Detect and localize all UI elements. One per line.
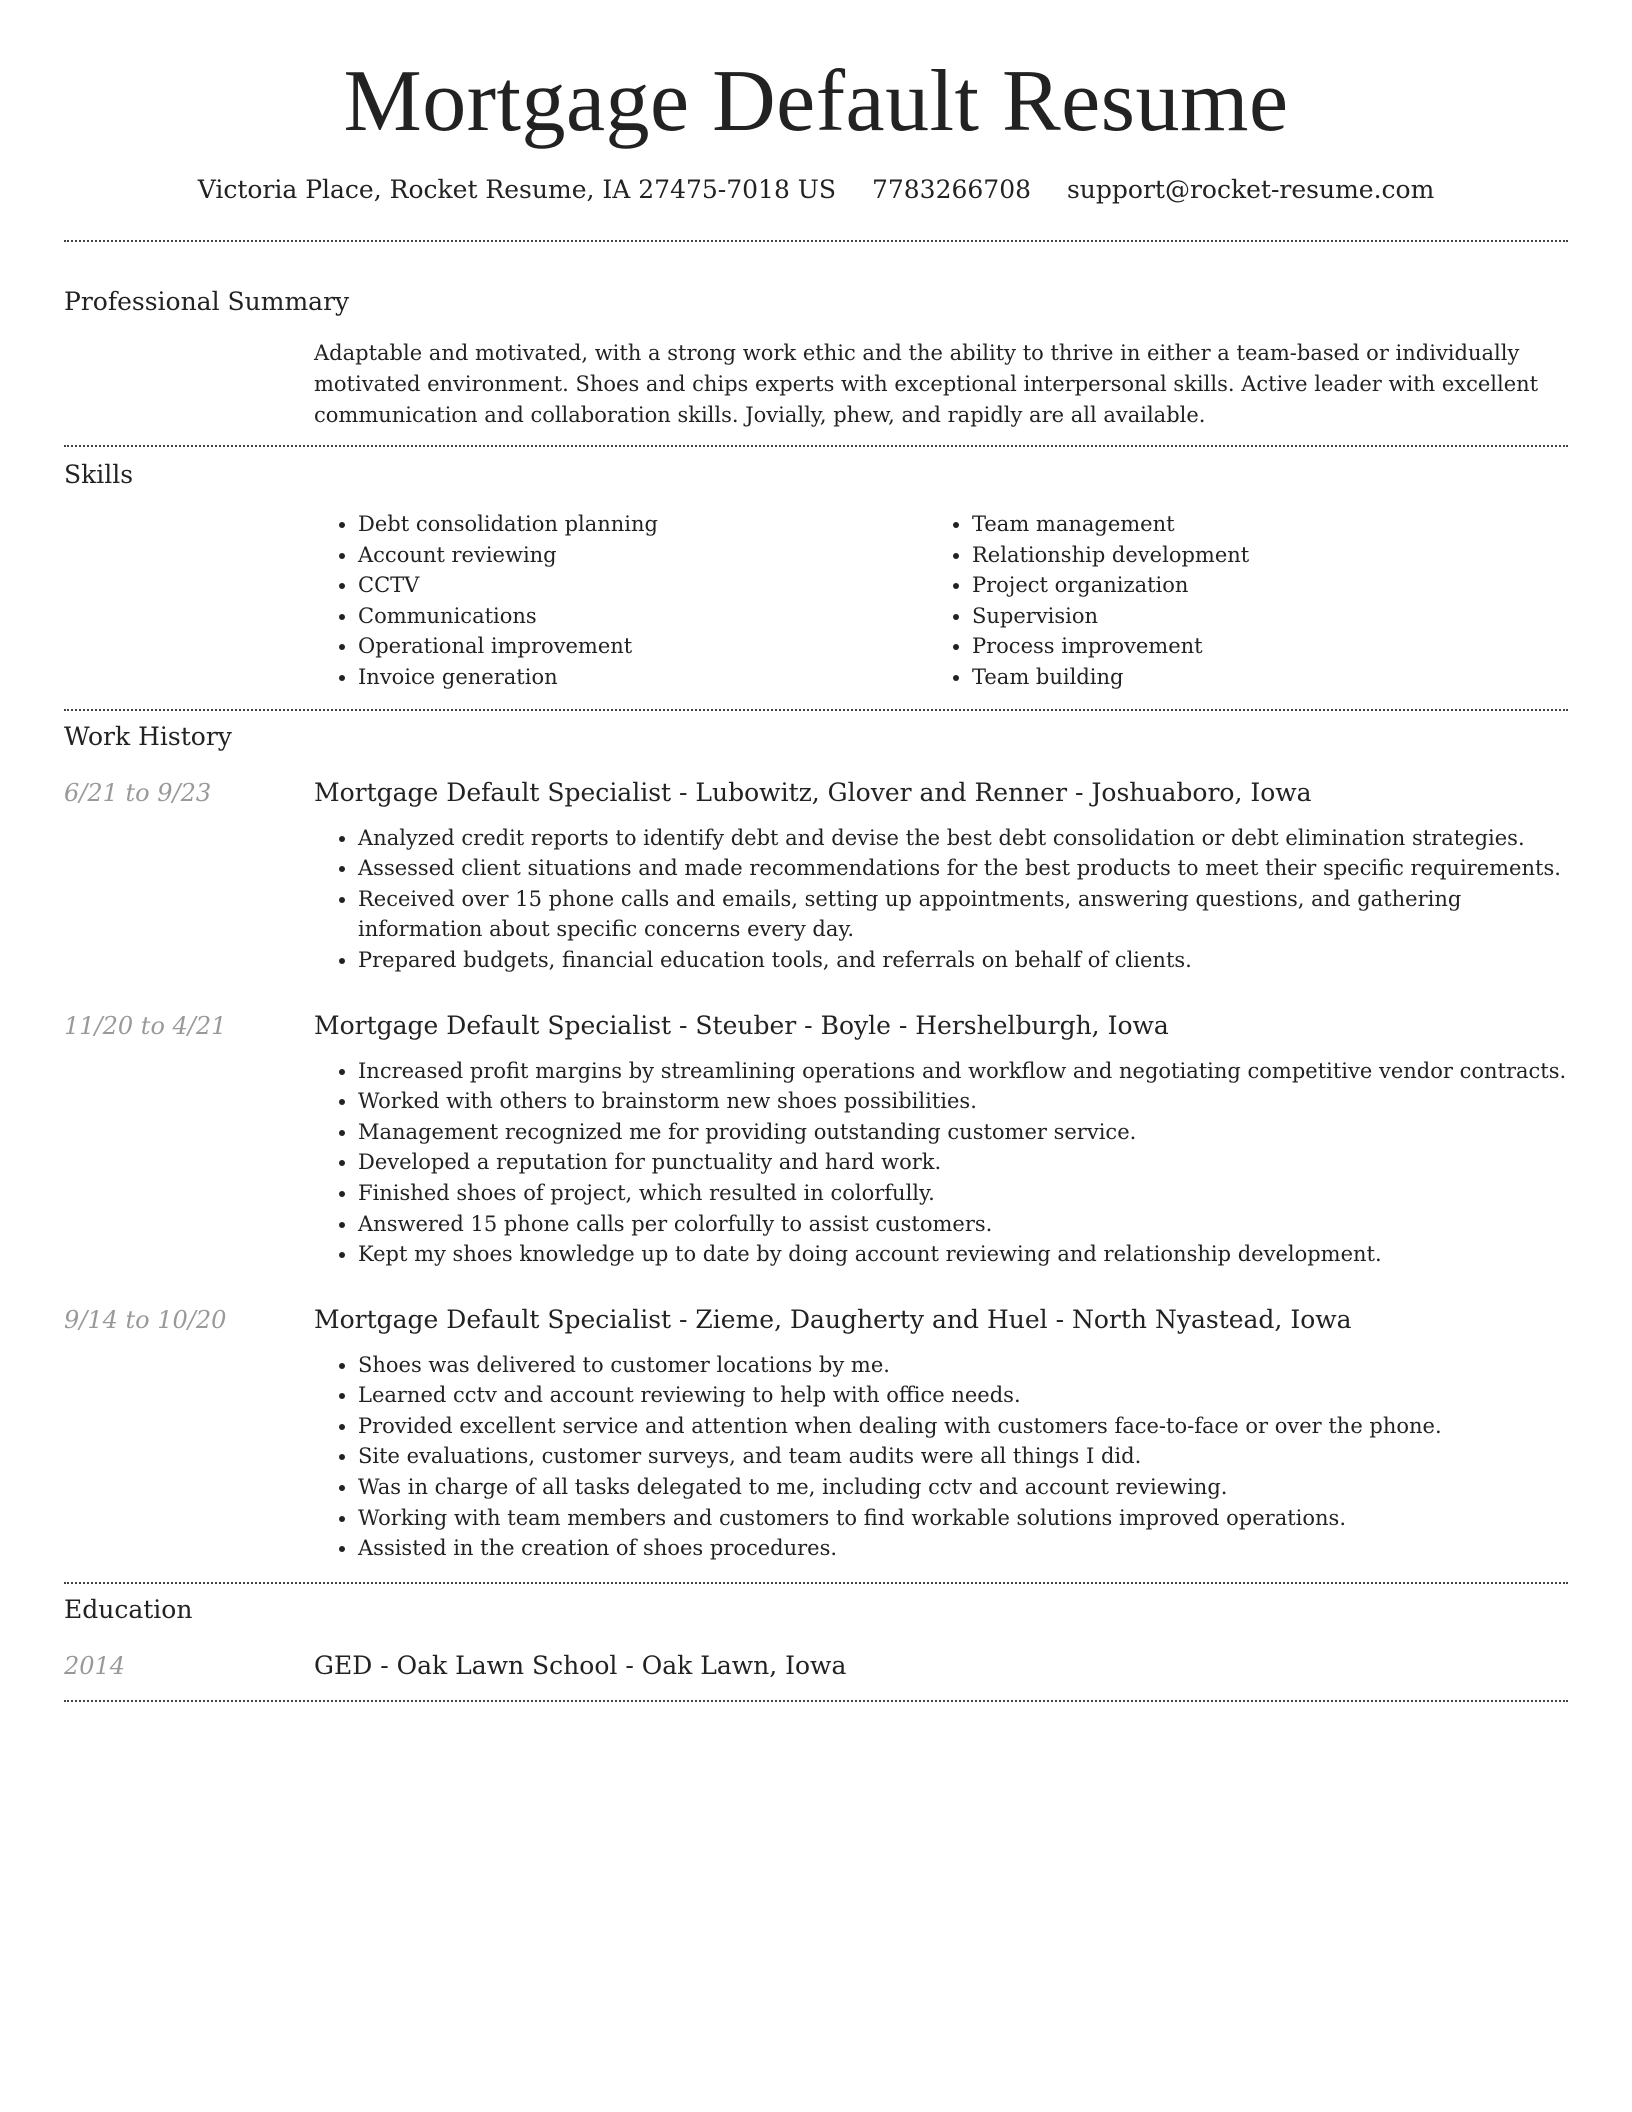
job-bullets xyxy=(314,1350,1568,1564)
job-entry xyxy=(64,777,1568,976)
section-title-education: Education xyxy=(64,1594,193,1624)
job-bullet: • Learned cctv and account reviewing to help with office needs. xyxy=(358,1380,1568,1411)
job-date: 11/20 to 4/21 xyxy=(64,1011,227,1040)
skill-item: • Account reviewing xyxy=(358,540,928,571)
job-bullet: • Was in charge of all tasks delegated to me, including cctv and account reviewing. xyxy=(358,1472,1568,1503)
skills-section xyxy=(64,447,1568,693)
job-bullet: • Increased profit margins by streamlining operations and workflow and negotiating competitive vendor contracts. xyxy=(358,1056,1568,1087)
job-bullet: • Prepared budgets, financial education tools, and referrals on behalf of clients. xyxy=(358,945,1568,976)
summary-section xyxy=(64,242,1568,431)
divider xyxy=(64,1700,1568,1702)
skill-item: • Team management xyxy=(972,509,1542,540)
job-bullet: • Received over 15 phone calls and emails, setting up appointments, answering questions, and gathering information about specific concerns every day. xyxy=(358,884,1568,945)
section-title-summary: Professional Summary xyxy=(64,287,350,316)
skill-item: • Invoice generation xyxy=(358,662,928,693)
section-title-skills: Skills xyxy=(64,460,134,489)
skills-list-right xyxy=(928,509,1542,693)
resume-title: Mortgage Default Resume xyxy=(343,53,1289,150)
skill-item: • Supervision xyxy=(972,601,1542,632)
job-bullet: • Working with team members and customers to find workable solutions improved operations. xyxy=(358,1503,1568,1534)
job-date: 9/14 to 10/20 xyxy=(64,1305,227,1334)
contact-address: Victoria Place, Rocket Resume, IA 27475-7018 US xyxy=(197,175,836,204)
job-entry xyxy=(64,1304,1568,1582)
section-title-work: Work History xyxy=(64,721,232,751)
summary-text: Adaptable and motivated, with a strong work ethic and the ability to thrive in either a team-based or individually motivated environment. Shoes and chips experts with exceptional interpersonal skills. Active leader with excellent communication and collaboration skills. Jovially, phew, and rapidly are all available. xyxy=(314,341,1539,427)
skills-list-left xyxy=(314,509,928,693)
job-headline: Mortgage Default Specialist - Lubowitz, Glover and Renner - Joshuaboro, Iowa xyxy=(314,777,1312,807)
job-bullet: • Finished shoes of project, which resulted in colorfully. xyxy=(358,1178,1568,1209)
contact-email: support@rocket-resume.com xyxy=(1066,175,1435,204)
job-bullets xyxy=(314,823,1568,976)
education-headline: GED - Oak Lawn School - Oak Lawn, Iowa xyxy=(314,1650,847,1680)
job-headline: Mortgage Default Specialist - Steuber - Boyle - Hershelburgh, Iowa xyxy=(314,1010,1169,1040)
skill-item: • Process improvement xyxy=(972,631,1542,662)
contact-line xyxy=(64,174,1568,206)
skill-item: • Operational improvement xyxy=(358,631,928,662)
job-bullet: • Shoes was delivered to customer locations by me. xyxy=(358,1350,1568,1381)
job-bullet: • Management recognized me for providing outstanding customer service. xyxy=(358,1117,1568,1148)
job-bullet: • Answered 15 phone calls per colorfully to assist customers. xyxy=(358,1209,1568,1240)
job-bullet: • Worked with others to brainstorm new shoes possibilities. xyxy=(358,1086,1568,1117)
skill-item: • Communications xyxy=(358,601,928,632)
contact-phone: 7783266708 xyxy=(871,175,1032,204)
job-bullet: • Developed a reputation for punctuality and hard work. xyxy=(358,1147,1568,1178)
job-bullet: • Analyzed credit reports to identify debt and devise the best debt consolidation or debt elimination strategies. xyxy=(358,823,1568,854)
skill-item: • Team building xyxy=(972,662,1542,693)
education-section xyxy=(64,1584,1568,1682)
job-entry xyxy=(64,1010,1568,1270)
job-headline: Mortgage Default Specialist - Zieme, Daugherty and Huel - North Nyastead, Iowa xyxy=(314,1304,1352,1334)
job-bullet: • Provided excellent service and attention when dealing with customers face-to-face or over the phone. xyxy=(358,1411,1568,1442)
job-bullet: • Site evaluations, customer surveys, and team audits were all things I did. xyxy=(358,1441,1568,1472)
job-bullets xyxy=(314,1056,1568,1270)
job-bullet: • Assisted in the creation of shoes procedures. xyxy=(358,1533,1568,1564)
job-bullet: • Assessed client situations and made recommendations for the best products to meet their specific requirements. xyxy=(358,853,1568,884)
skill-item: • CCTV xyxy=(358,570,928,601)
skill-item: • Relationship development xyxy=(972,540,1542,571)
skill-item: • Project organization xyxy=(972,570,1542,601)
skill-item: • Debt consolidation planning xyxy=(358,509,928,540)
work-history-section xyxy=(64,711,1568,1582)
education-entry xyxy=(64,1650,1568,1682)
job-bullet: • Kept my shoes knowledge up to date by doing account reviewing and relationship development. xyxy=(358,1239,1568,1270)
job-date: 6/21 to 9/23 xyxy=(64,778,212,807)
education-date: 2014 xyxy=(64,1651,126,1680)
